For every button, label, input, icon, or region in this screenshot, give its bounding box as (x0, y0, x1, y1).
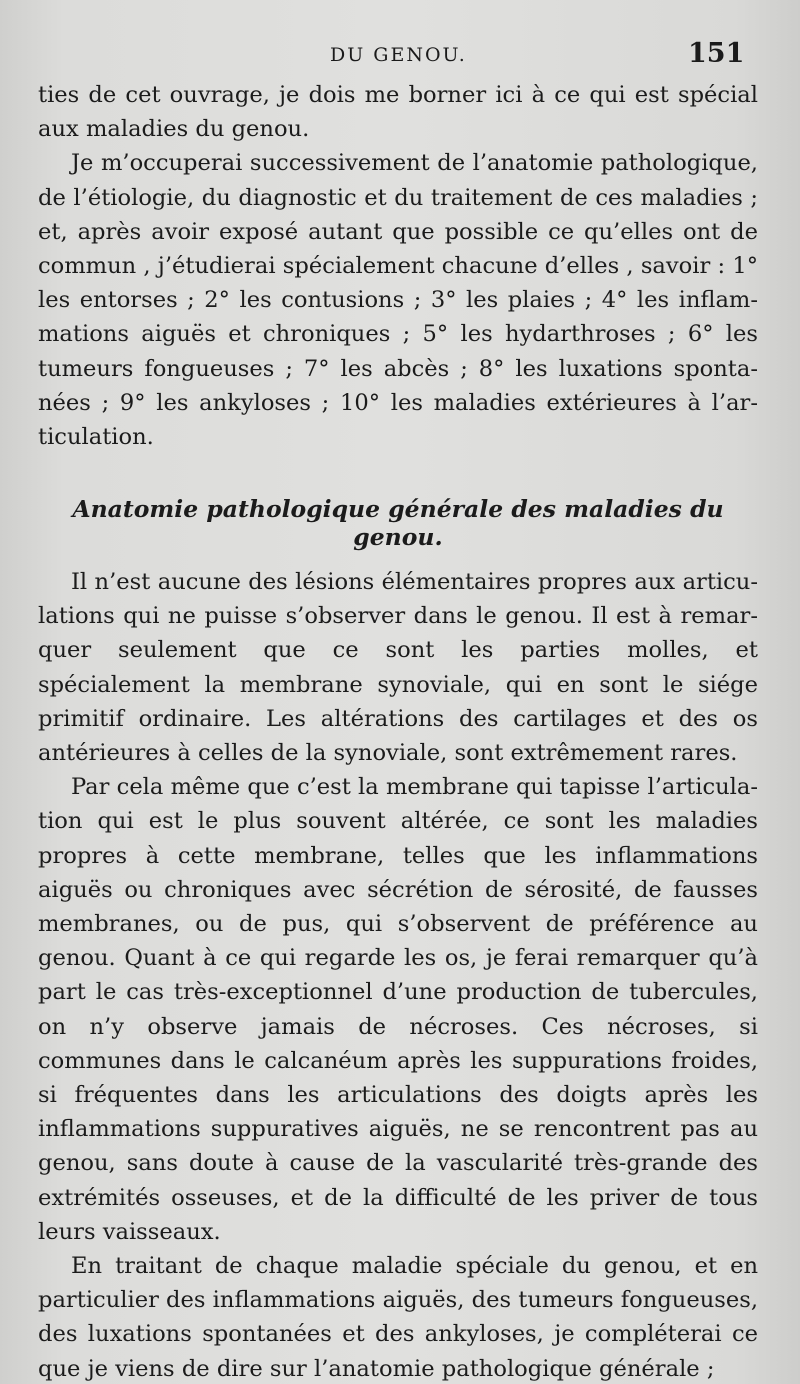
paragraph-continuation: ties de cet ouvrage, je dois me borner ici à ce qui est spécial aux maladies du genou. (38, 82, 758, 143)
running-head (0, 38, 800, 72)
section-heading: Anatomie pathologique générale des maladies du genou. (72, 495, 724, 551)
text-block-bottom (38, 565, 758, 1384)
text-block-top (38, 78, 758, 454)
page-number: 151 (688, 38, 745, 69)
paragraph-plan: Je m’occuperai successivement de l’anatomie pathologique, de l’étiologie, du diagnostic et du traitement de ces maladies ; et, après avoir exposé autant que possible ce qu’elles ont de commun , j’étudierai spécialement chacune d’elles , savoir : 1° les entorses ; 2° les contusions ; 3° les plaies ; 4° les inflammations aiguës et chroniques ; 5° les hydarthroses ; 6° les tumeurs fongueuses ; 7° les abcès ; 8° les luxations spontanées ; 9° les ankyloses ; 10° les maladies extérieures à l’articulation. (38, 150, 758, 451)
paragraph-membrane: Par cela même que c’est la membrane qui tapisse l’articulation qui est le plus souvent altérée, ce sont les maladies propres à cette membrane, telles que les inflammations aiguës ou chroniques avec sécrétion de sérosité, de fausses membranes, ou de pus, qui s’observent de préférence au genou. Quant à ce qui regarde les os, je ferai remarquer qu’à part le cas très-exceptionnel d’une production de tubercules, on n’y observe jamais de nécroses. Ces nécroses, si communes dans le calcanéum après les suppurations froides, si fréquentes dans les articulations des doigts après les inflammations suppuratives aiguës, ne se rencontrent pas au genou, sans doute à cause de la vascularité très-grande des extrémités osseuses, et de la difficulté de les priver de tous leurs vaisseaux. (38, 774, 758, 1245)
paragraph-conclusion: En traitant de chaque maladie spéciale du genou, et en particulier des inflammations aiguës, des tumeurs fongueuses, des luxations spontanées et des ankyloses, je compléterai ce que je viens de dire sur l’anatomie pathologique générale ; (38, 1253, 758, 1382)
paragraph-lesions: Il n’est aucune des lésions élémentaires propres aux articulations qui ne puisse s’observer dans le genou. Il est à remarquer seulement que ce sont les parties molles, et spécialement la membrane synoviale, qui en sont le siége primitif ordinaire. Les altérations des cartilages et des os antérieures à celles de la synoviale, sont extrêmement rares. (38, 569, 758, 767)
running-title: DU GENOU. (330, 44, 467, 66)
